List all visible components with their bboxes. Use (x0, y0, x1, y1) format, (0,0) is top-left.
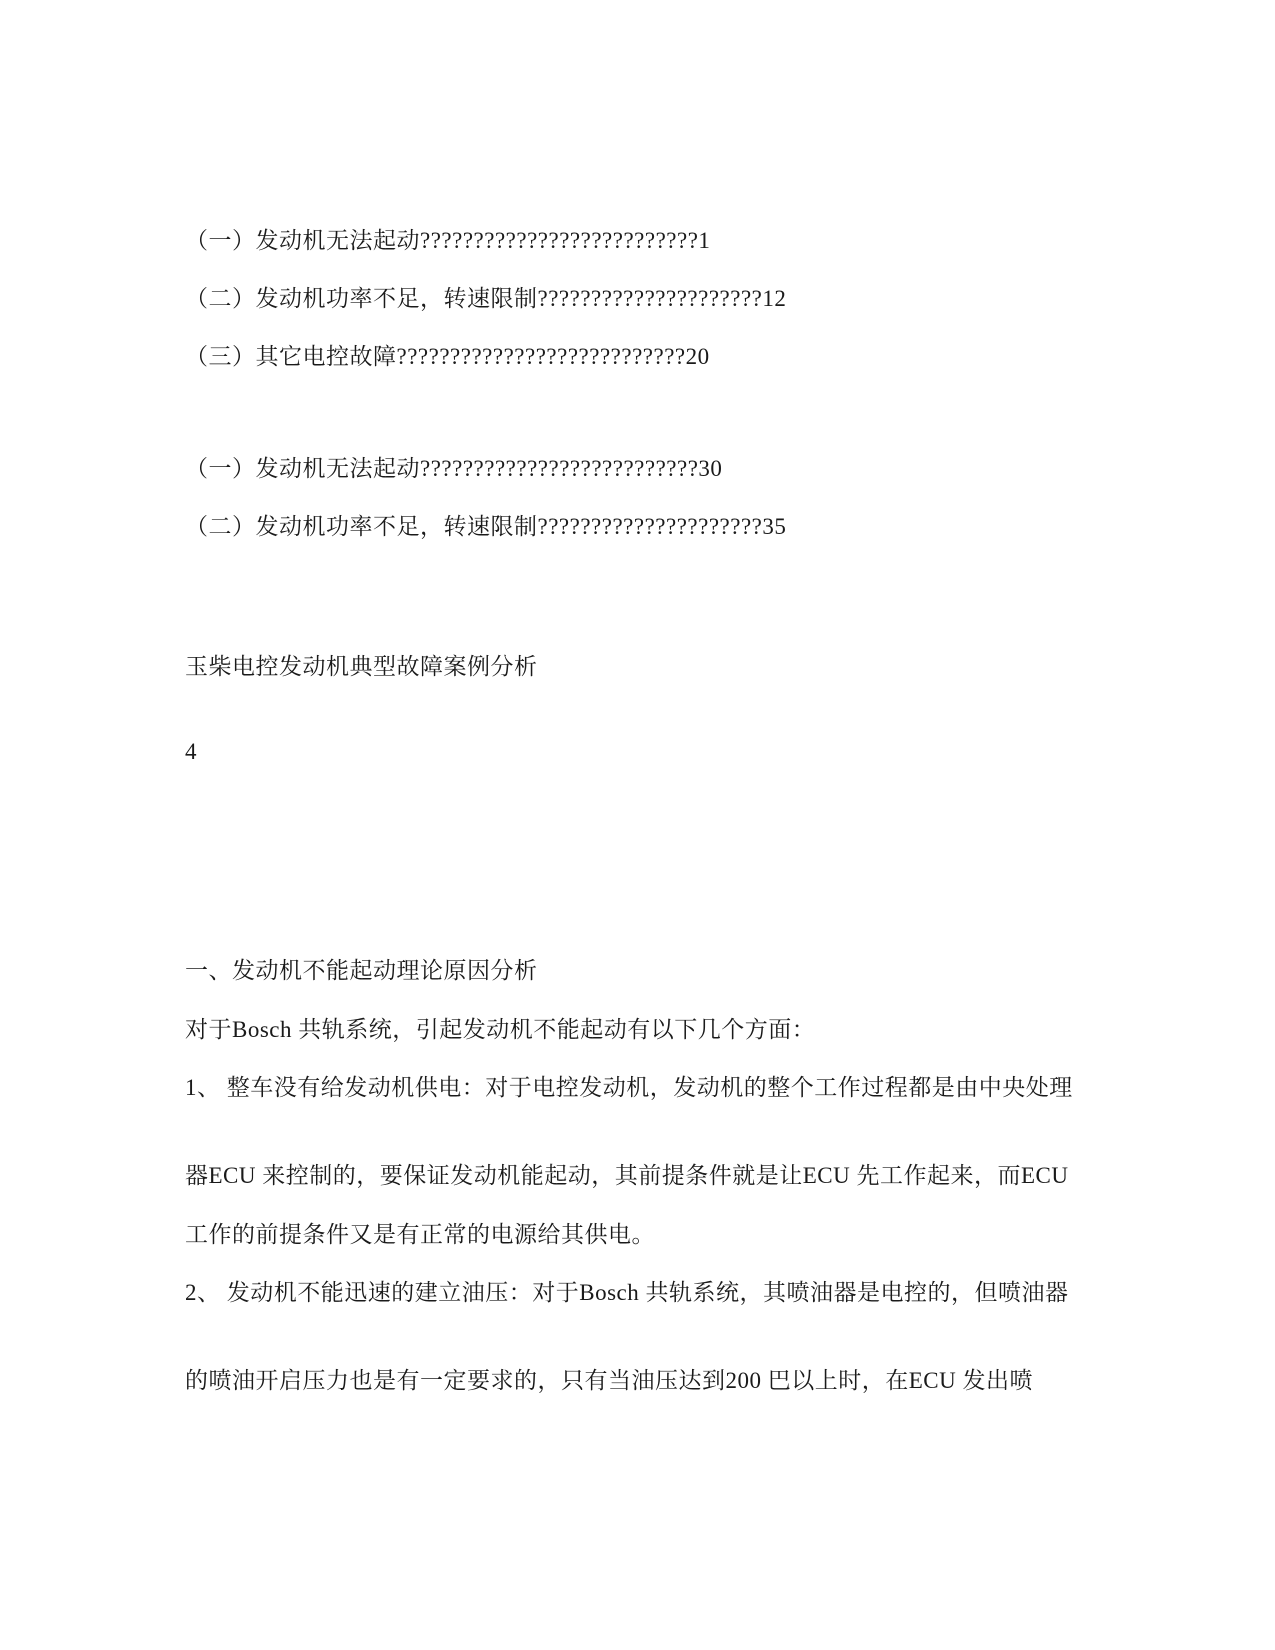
section-intro: 对于Bosch 共轨系统，引起发动机不能起动有以下几个方面： (185, 1017, 816, 1042)
document-title: 玉柴电控发动机典型故障案例分析 (185, 654, 538, 679)
toc-entry-2-2: （二）发动机功率不足，转速限制?????????????????????35 (185, 514, 787, 539)
toc-entry-1-2: （二）发动机功率不足，转速限制?????????????????????12 (185, 286, 787, 311)
toc-entry-1-1: （一）发动机无法起动??????????????????????????1 (185, 228, 711, 253)
list-item-1-line-2: 器ECU 来控制的，要保证发动机能起动，其前提条件就是让ECU 先工作起来，而ECU (185, 1163, 1069, 1188)
list-item-1-line-1: 1、 整车没有给发动机供电：对于电控发动机，发动机的整个工作过程都是由中央处理 (185, 1075, 1073, 1100)
list-item-1-line-3: 工作的前提条件又是有正常的电源给其供电。 (185, 1222, 655, 1247)
list-item-2-line-1: 2、 发动机不能迅速的建立油压：对于Bosch 共轨系统，其喷油器是电控的，但喷油器 (185, 1280, 1069, 1305)
section-heading: 一、发动机不能起动理论原因分析 (185, 958, 538, 983)
page-number: 4 (185, 739, 197, 764)
toc-entry-2-1: （一）发动机无法起动??????????????????????????30 (185, 456, 723, 481)
list-item-2-line-2: 的喷油开启压力也是有一定要求的，只有当油压达到200 巴以上时，在ECU 发出喷 (185, 1368, 1033, 1393)
toc-entry-1-3: （三）其它电控故障???????????????????????????20 (185, 344, 710, 369)
